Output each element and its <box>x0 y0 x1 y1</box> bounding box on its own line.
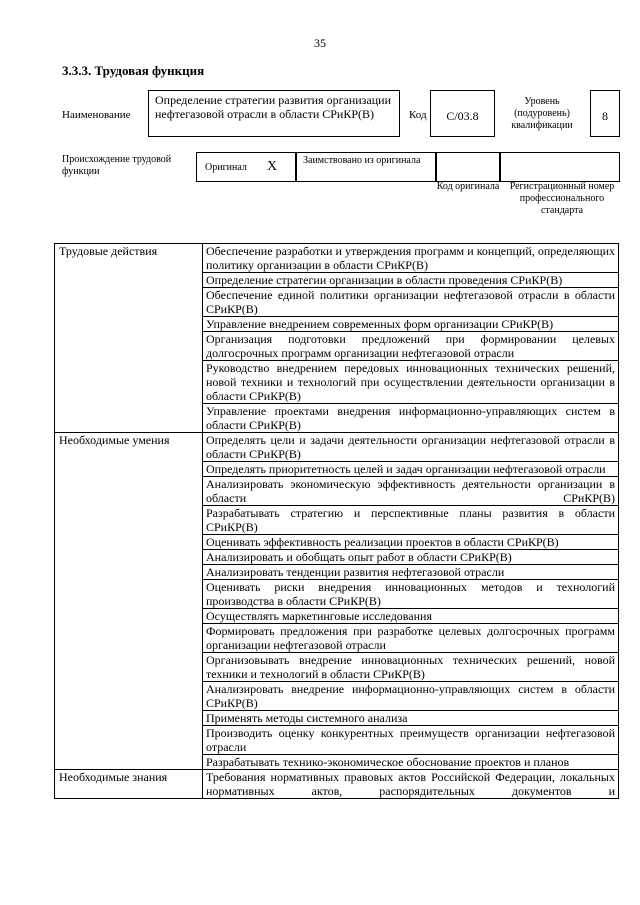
requirement-item: Оценивать риски внедрения инновационных методов и технологий производства в области СРиКР(В) <box>203 580 619 609</box>
requirement-item: Оценивать эффективность реализации проектов в области СРиКР(В) <box>203 535 619 550</box>
section-category: Необходимые знания <box>55 770 203 799</box>
requirement-item: Анализировать тенденции развития нефтегазовой отрасли <box>203 565 619 580</box>
requirement-item: Организация подготовки предложений при формировании целевых долгосрочных программ организации нефтегазовой отрасли <box>203 332 619 361</box>
requirement-item: Организовывать внедрение инновационных технических решений, новой техники и технологий в области СРиКР(В) <box>203 653 619 682</box>
original-label: Оригинал <box>205 162 247 173</box>
reg-number-box <box>500 152 620 182</box>
original-box <box>196 152 296 182</box>
requirement-item: Обеспечение разработки и утверждения программ и концепций, определяющих политику организации в области СРиКР(В) <box>203 244 619 273</box>
original-mark: X <box>267 159 278 174</box>
function-table <box>54 243 619 799</box>
name-value-box <box>148 90 400 137</box>
level-value: 8 <box>602 109 608 123</box>
requirement-item: Определять цели и задачи деятельности организации нефтегазовой отрасли в области СРиКР(В) <box>203 433 619 462</box>
origin-label: Происхождение трудовой функции <box>62 154 172 177</box>
name-value: Определение стратегии развития организации нефтегазовой отрасли в области СРиКР(В) <box>155 93 392 121</box>
code-caption: Код оригинала <box>436 181 500 192</box>
borrowed-box <box>296 152 436 182</box>
requirement-item: Анализировать экономическую эффективность деятельности организации в области СРиКР(В) <box>203 477 619 506</box>
requirement-item: Требования нормативных правовых актов Российской Федерации, локальных нормативных актов, распорядительных документов и <box>203 770 619 799</box>
requirement-item: Анализировать и обобщать опыт работ в области СРиКР(В) <box>203 550 619 565</box>
level-label: Уровень (подуровень) квалификации <box>511 96 573 131</box>
code-value-box <box>430 90 495 137</box>
borrowed-label: Заимствовано из оригинала <box>303 155 421 166</box>
requirement-item: Определять приоритетность целей и задач организации нефтегазовой отрасли <box>203 462 619 477</box>
code-label: Код <box>409 109 427 121</box>
requirement-item: Производить оценку конкурентных преимуществ организации нефтегазовой отрасли <box>203 726 619 755</box>
requirement-item: Разрабатывать технико-экономическое обоснование проектов и планов <box>203 755 619 770</box>
page-number: 35 <box>314 36 326 50</box>
requirement-item: Разрабатывать стратегию и перспективные планы развития в области СРиКР(В) <box>203 506 619 535</box>
table-row <box>55 770 619 799</box>
level-value-box <box>590 90 620 137</box>
name-label: Наименование <box>62 109 131 121</box>
code-value: C/03.8 <box>446 109 479 123</box>
requirement-item: Осуществлять маркетинговые исследования <box>203 609 619 624</box>
table-row <box>55 433 619 462</box>
reg-caption: Регистрационный номер профессионального стандарта <box>509 181 615 216</box>
table-row <box>55 244 619 273</box>
section-title: 3.3.3. Трудовая функция <box>62 63 205 78</box>
requirement-item: Формировать предложения при разработке целевых долгосрочных программ организации нефтегазовой отрасли <box>203 624 619 653</box>
requirement-item: Управление проектами внедрения информационно-управляющих систем в области СРиКР(В) <box>203 404 619 433</box>
requirement-item: Применять методы системного анализа <box>203 711 619 726</box>
requirement-item: Руководство внедрением передовых инновационных технических решений, новой техники и технологий при осуществлении деятельности организации в области СРиКР(В) <box>203 361 619 404</box>
section-category: Необходимые умения <box>55 433 203 770</box>
requirement-item: Анализировать внедрение информационно-управляющих систем в области СРиКР(В) <box>203 682 619 711</box>
requirement-item: Определение стратегии организации в области проведения СРиКР(В) <box>203 273 619 288</box>
requirement-item: Управление внедрением современных форм организации СРиКР(В) <box>203 317 619 332</box>
origin-code-box <box>436 152 500 182</box>
section-category: Трудовые действия <box>55 244 203 433</box>
requirement-item: Обеспечение единой политики организации нефтегазовой отрасли в области СРиКР(В) <box>203 288 619 317</box>
